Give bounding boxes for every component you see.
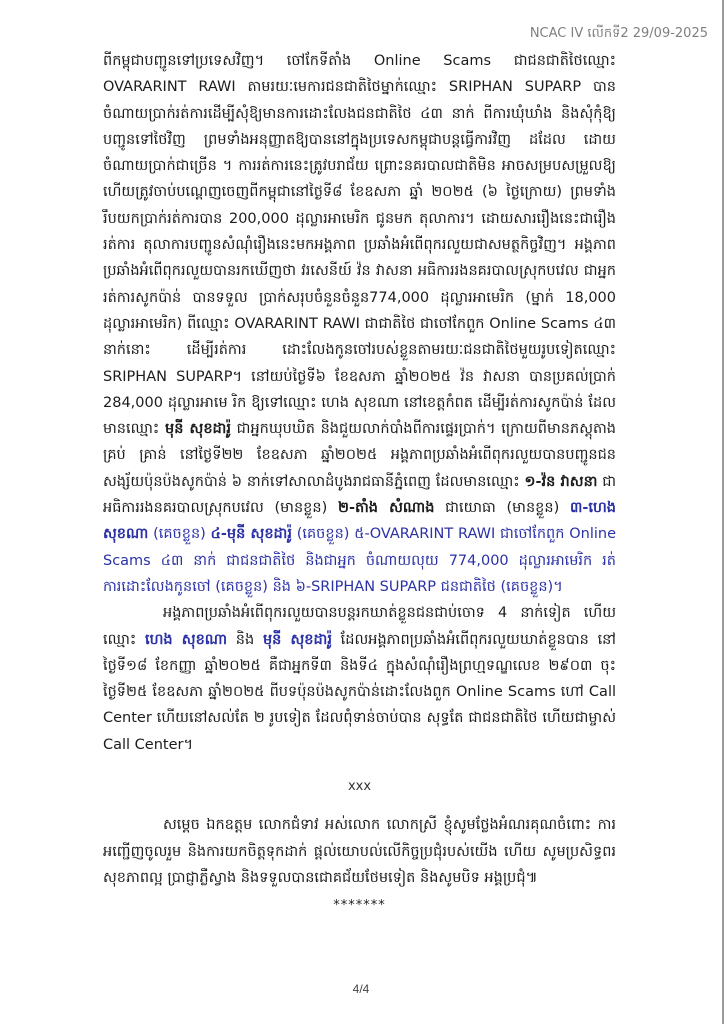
- name-muny-sokhdaro: មុនី សុខដារ៉ូ: [262, 631, 332, 648]
- text-segment: ជាអធិការរងនគរបាលស្រុកបវេល (មានខ្លួន): [103, 473, 616, 517]
- name-heng-sokhna: ហេង សុខណា: [145, 631, 228, 648]
- text-segment: និង: [227, 631, 263, 648]
- text-segment: ជាយោធា (មានខ្លួន): [434, 500, 570, 517]
- suspect-1: ១-វ៉ន វាសនា: [524, 473, 598, 490]
- end-mark: *******: [333, 898, 386, 914]
- text-segment: ជាអ្នកឃុបឃិត និងជួយលាក់បាំងពីការផ្ទេរប្រាក់។ ក្រោយពីមានភស្តុតាងគ្រប់ គ្រាន់ នៅថ្ងៃទី២២ ខែឧសភា ឆ្នាំ២០២៥ អង្គភាពប្រឆាំងអំពើពុករលួយបានបញ្ជូនជន សង្ស័យប៉ុនប៉ងសូកប៉ាន់ ៦ នាក់ទៅសាលាដំបូងរាជធានីភ្នំពេញ ដែលមានឈ្មោះ: [103, 421, 617, 490]
- document-body: [103, 48, 616, 920]
- document-header-ref: NCAC IV លើកទី2 29/09-2025: [529, 26, 708, 41]
- paragraph-closing: សម្តេច ឯកឧត្តម លោកជំទាវ អស់លោក លោកស្រី ខ្ញុំសូមថ្លែងអំណរគុណចំពោះ ការអញ្ជើញចូលរួម និងការយកចិត្តទុកដាក់ ផ្តល់យោបល់លើកិច្ចប្រជុំរបស់យើង ហើយ សូមប្រសិទ្ធពរ សុខភាពល្អ ប្រាជ្ញាភ្លឺស្វាង និងទទួលបានជោគជ័យថែមទៀត និងសូមបិទ អង្គប្រជុំ៕: [103, 817, 616, 886]
- text-segment: អង្គភាពប្រឆាំងអំពើពុករលួយបានបន្តរកឃាត់ខ្លួនជនជាប់ចោទ 4 នាក់ទៀត ហើយ ឈ្មោះ: [103, 605, 616, 648]
- section-separator: xxx: [347, 779, 372, 795]
- text-segment-blue: (គេចខ្លួន): [148, 526, 211, 543]
- suspect-4: ៤-មុនី សុខដារ៉ូ: [210, 526, 292, 543]
- page-number: 4/4: [352, 982, 370, 996]
- paragraph-case-details: [103, 48, 616, 600]
- paragraph-arrests: [103, 600, 616, 758]
- text-segment: ពីកម្ពុជាបញ្ជូនទៅប្រទេសវិញ។ ចៅកែទីតាំង Online Scams ជាជនជាតិថៃឈ្មោះ OVARARINT RAWI តាមរយៈមេការជនជាតិថៃម្នាក់ឈ្មោះ SRIPHAN SUPARP បានចំណាយប្រាក់រត់ការដើម្បីសុំឱ្យមានការដោះលែងជនជាតិថៃ ៤៣ នាក់ ពីការឃុំឃាំង និងសុំកុំឱ្យបញ្ជូនទៅថៃវិញ ព្រមទាំងអនុញ្ញាតឱ្យបាននៅក្នុងប្រទេសកម្ពុជាបន្តធ្វើការវិញ ដដែល ដោយចំណាយប្រាក់ជាច្រើន ។ ការរត់ការនេះត្រូវបរាជ័យ ព្រោះនគរបាលជាតិមិន អាចសម្របសម្រួលឱ្យ ហើយត្រូវចាប់បណ្តេញចេញពីកម្ពុជានៅថ្ងៃទី៨ ខែឧសភា ឆ្នាំ ២០២៥ (៦ ថ្ងៃក្រោយ) ព្រមទាំងរឹបយកប្រាក់រត់ការបាន 200,000 ដុល្លារអាមេរិក ជូនមក តុលាការ។ ដោយសាររឿងនេះជារឿងរត់ការ តុលាការបញ្ជូនសំណុំរឿងនេះមកអង្គភាព ប្រឆាំងអំពើពុករលួយជាសមត្ថកិច្ចវិញ។ អង្គភាពប្រឆាំងអំពើពុករលួយបានរកឃើញថា វរសេនីយ៍ វ៉ន វាសនា អធិការរងនគរបាលស្រុកបវេល ជាអ្នករត់ការសូកប៉ាន់ បានទទួល ប្រាក់សរុបចំនួនចំនួន774,000 ដុល្លារអាមេរិក (ម្នាក់ 18,000 ដុល្លារអាមេរិក) ពីឈ្មោះ OVARARINT RAWI ជាជាតិថៃ ជាចៅកែពួក Online Scams ៤៣ នាក់នោះ ដើម្បីរត់ការ ដោះលែងកូនចៅរបស់ខ្លួនតាមរយៈជនជាតិថៃមួយរូបទៀតឈ្មោះ SRIPHAN SUPARP។ នៅយប់ថ្ងៃទី៦ ខែឧសភា ឆ្នាំ២០២៥ វ៉ន វាសនា បានប្រគល់ប្រាក់ 284,000 ដុល្លារអាមេ រិក ឱ្យទៅឈ្មោះ ហេង សុខណា នៅខេត្តកំពត ដើម្បីរត់ការសូកប៉ាន់ ដែលមានឈ្មោះ: [103, 53, 616, 438]
- suspect-2: ២-តាំង សំណាង: [337, 500, 435, 517]
- text-segment: ដែលអង្គភាពប្រឆាំងអំពើពុករលួយឃាត់ខ្លួនបាន នៅថ្ងៃទី១៨ ខែកញ្ញា ឆ្នាំ២០២៥ គឺជាអ្នកទី៣ និងទី៤ ក្នុងសំណុំរឿងព្រហ្មទណ្ឌលេខ ២៩០៣ ចុះថ្ងៃទី២៥ ខែឧសភា ឆ្នាំ២០២៥ ពីបទប៉ុនប៉ងសូកប៉ាន់ដោះលែងពួក Online Scams ហៅ Call Center ហើយនៅសល់តែ ២ រូបទៀត ដែលពុំទាន់ចាប់បាន សុទ្ធតែ ជាជនជាតិថៃ ហើយជាម្ចាស់ Call Center។: [103, 631, 616, 753]
- text-segment-blue: (គេចខ្លួន) ៥-OVARARINT RAWI ជាចៅកែពួក Online Scams ៤៣ នាក់ ជាជនជាតិថៃ និងជាអ្នក ចំណាយលុយ 774,000 ដុល្លារអាមេរិក រត់ការដោះលែងកូនចៅ (គេចខ្លួន) និង ៦-SRIPHAN SUPARP ជនជាតិថៃ (គេចខ្លួន)។: [103, 526, 617, 595]
- name-muny-sokhdaro-bold: មុនី សុខដារ៉ូ: [165, 421, 231, 438]
- suspect-3: ៣-ហេង សុខណា: [103, 500, 616, 543]
